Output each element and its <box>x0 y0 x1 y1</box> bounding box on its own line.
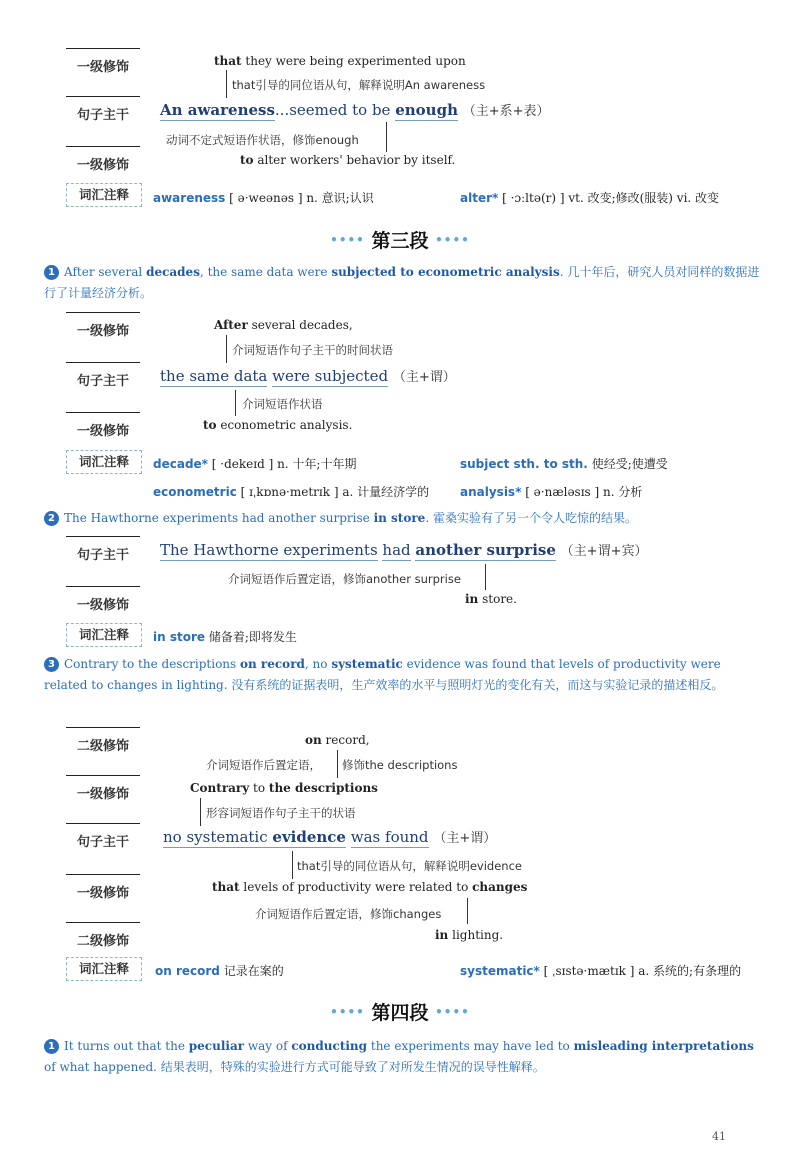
annotation-postmodifier: 介词短语作后置定语，修饰another surprise <box>228 572 461 586</box>
label-sentence-core: 句子主干 <box>66 96 140 123</box>
sentence-3-2: 2 The Hawthorne experiments had another surprise in store. 霍桑实验有了另一个令人吃惊的结果。 <box>44 508 760 529</box>
modifier-in-store: in store. <box>465 592 517 606</box>
modifier-that-levels: that levels of productivity were related to changes <box>212 880 528 894</box>
sentence-core-3-2: The Hawthorne experiments had another surprise （主+谓+宾） <box>160 541 648 559</box>
sentence-core-3-1: the same data were subjected （主+谓） <box>160 367 456 385</box>
vocab-econometric: econometric [ ɪˌkɒnə·metrɪk ] a. 计量经济学的 <box>153 485 430 499</box>
annotation-appositive-evidence: that引导的同位语从句，解释说明evidence <box>297 859 522 873</box>
sentence-core-3-3: no systematic evidence was found （主+谓） <box>163 828 497 846</box>
modifier-on-record: on record, <box>305 733 370 747</box>
vocab-analysis: analysis* [ ə·næləsɪs ] n. 分析 <box>460 485 643 499</box>
label-sentence-core: 句子主干 <box>66 362 140 389</box>
label-level1-modifier: 一级修饰 <box>66 874 140 901</box>
vocab-in-store: in store 储备着;即将发生 <box>153 630 297 644</box>
connector-line <box>485 564 486 590</box>
section-heading-3: •••• 第三段 •••• <box>330 230 470 252</box>
label-vocab: 词汇注释 <box>66 183 142 207</box>
label-level1-modifier: 一级修饰 <box>66 48 140 75</box>
annotation-postmodifier-b: 修饰the descriptions <box>342 758 458 772</box>
label-vocab: 词汇注释 <box>66 450 142 474</box>
annotation-appositive: that引导的同位语从句，解释说明An awareness <box>232 78 486 92</box>
label-level1-modifier: 一级修饰 <box>66 412 140 439</box>
label-level2-modifier: 二级修饰 <box>66 727 140 754</box>
connector-line <box>226 70 227 98</box>
modifier-infinitive: to alter workers' behavior by itself. <box>240 153 456 167</box>
label-level1-modifier: 一级修饰 <box>66 312 140 339</box>
vocab-systematic: systematic* [ ˌsɪstə·mætɪk ] a. 系统的;有条理的 <box>460 964 742 978</box>
label-level1-modifier: 一级修饰 <box>66 586 140 613</box>
sentence-3-1: 1 After several decades, the same data were subjected to econometric analysis. 几十年后，研究人员对同样的数据进行了计量经济分析。 <box>44 265 760 300</box>
label-level2-modifier: 二级修饰 <box>66 922 140 949</box>
modifier-after-decades: After several decades, <box>214 318 353 332</box>
connector-line <box>235 390 236 416</box>
connector-line <box>292 851 293 879</box>
vocab-decade: decade* [ ·dekeɪd ] n. 十年;十年期 <box>153 457 357 471</box>
page-number: 41 <box>712 1130 726 1143</box>
connector-line <box>200 798 201 826</box>
connector-line <box>386 122 387 152</box>
modifier-contrary: Contrary to the descriptions <box>190 781 378 795</box>
section-heading-4: •••• 第四段 •••• <box>330 1002 470 1024</box>
vocab-subject: subject sth. to sth. 使经受;使遭受 <box>460 457 668 471</box>
annotation-postmodifier-changes: 介词短语作后置定语，修饰changes <box>255 907 442 921</box>
vocab-alter: alter* [ ·ɔːltə(r) ] vt. 改变;修改(服装) vi. 改变 <box>460 191 720 205</box>
label-vocab: 词汇注释 <box>66 623 142 647</box>
annotation-infinitive: 动词不定式短语作状语，修饰enough <box>166 133 359 147</box>
modifier-in-lighting: in lighting. <box>435 928 504 942</box>
vocab-on-record: on record 记录在案的 <box>155 964 284 978</box>
sentence-core-top: An awareness...seemed to be enough （主+系+表） <box>160 101 550 119</box>
sentence-3-3: 3 Contrary to the descriptions on record, no systematic evidence was found that levels of productivity were related to changes in lighting. 没有系统的证据表明，生产效率的水平与照明灯光的变化有关，而这与实验记录的描述相反。 <box>44 657 724 692</box>
annotation-postmodifier-a: 介词短语作后置定语， <box>206 758 321 772</box>
label-level1-modifier: 一级修饰 <box>66 146 140 173</box>
sentence-4-1: 1 It turns out that the peculiar way of conducting the experiments may have led to misleading interpretations of what happened. 结果表明，特殊的实验进行方式可能导致了对所发生情况的误导性解释。 <box>44 1039 754 1074</box>
label-sentence-core: 句子主干 <box>66 536 140 563</box>
label-vocab: 词汇注释 <box>66 957 142 981</box>
annotation-time-adverbial: 介词短语作句子主干的时间状语 <box>232 343 393 357</box>
modifier-to-econometric: to econometric analysis. <box>203 418 353 432</box>
annotation-adj-phrase: 形容词短语作句子主干的状语 <box>206 806 356 820</box>
label-level1-modifier: 一级修饰 <box>66 775 140 802</box>
modifier-that-clause: that they were being experimented upon <box>214 54 466 68</box>
connector-line <box>226 335 227 363</box>
vocab-awareness: awareness [ ə·weənəs ] n. 意识;认识 <box>153 191 374 205</box>
connector-line <box>337 750 338 778</box>
annotation-adverbial: 介词短语作状语 <box>242 397 323 411</box>
connector-line <box>467 898 468 924</box>
label-sentence-core: 句子主干 <box>66 823 140 850</box>
